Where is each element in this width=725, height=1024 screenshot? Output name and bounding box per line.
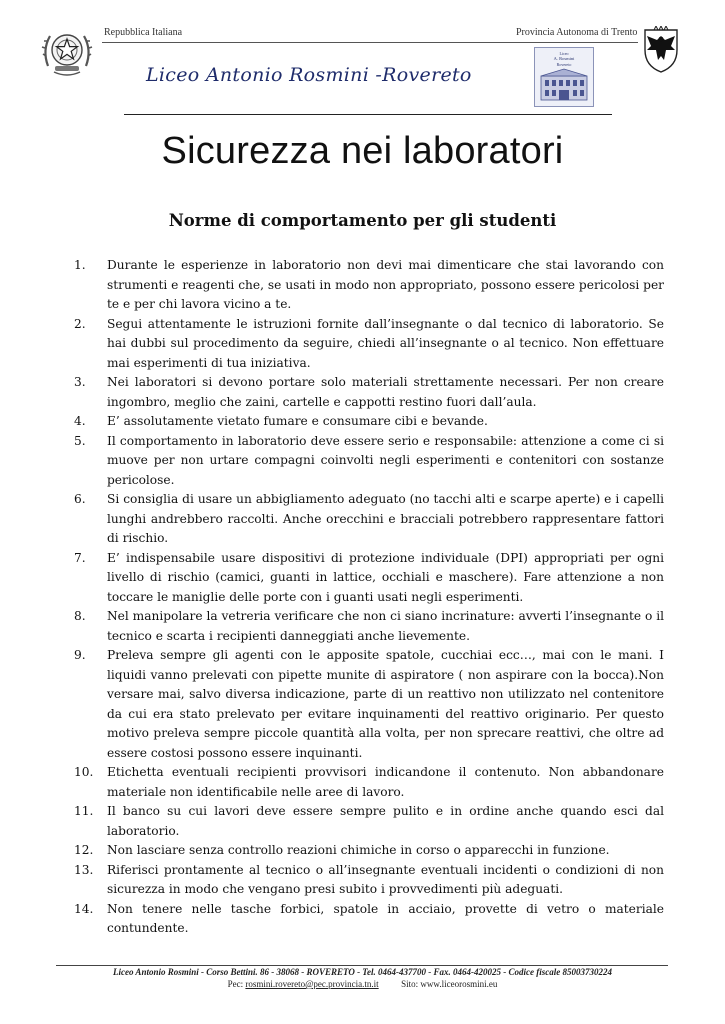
pec-label: Pec: — [227, 979, 244, 989]
rule-number: 8. — [74, 609, 86, 623]
rules-list — [74, 256, 664, 939]
rule-number: 14. — [74, 901, 94, 916]
rule-text: Riferisci prontamente al tecnico o all’insegnante eventuali incidenti o condizioni di non sicurezza in modo che vengano presi subito i provvedimenti più adeguati. — [107, 862, 664, 896]
header-right-text: Provincia Autonoma di Trento — [516, 27, 638, 38]
rule-number: 11. — [74, 804, 94, 818]
rule-number: 6. — [74, 492, 86, 506]
footer-contacts — [0, 979, 725, 989]
school-name: Liceo Antonio Rosmini -Rovereto — [146, 64, 472, 86]
rule-number: 5. — [74, 433, 86, 448]
footer-address: Liceo Antonio Rosmini - Corso Bettini. 86 - 38068 - ROVERETO - Tel. 0464-437700 - Fax. 0464-420025 - Codice fiscale 85003730224 — [113, 967, 612, 977]
list-item — [74, 373, 664, 412]
rule-number: 12. — [74, 843, 94, 857]
rule-number: 13. — [74, 862, 94, 877]
footer-rule — [56, 965, 668, 966]
italian-republic-emblem-icon — [40, 22, 94, 78]
rule-text: Non lasciare senza controllo reazioni chimiche in corso o apparecchi in funzione. — [107, 843, 610, 857]
pec-email-link[interactable]: rosmini.rovereto@pec.provincia.tn.it — [245, 979, 379, 989]
rule-text: Il comportamento in laboratorio deve essere serio e responsabile: attenzione a come ci si muove per non urtare compagni coinvolti negli esperimenti e contenitori con sostanze pericolose. — [107, 433, 664, 487]
list-item — [74, 256, 664, 315]
list-item — [74, 900, 664, 939]
list-item — [74, 607, 664, 646]
list-item — [74, 861, 664, 900]
rule-text: E’ assolutamente vietato fumare e consumare cibi e bevande. — [107, 414, 488, 428]
header-left-text: Repubblica Italiana — [104, 27, 183, 38]
list-item — [74, 432, 664, 491]
rule-text: Nei laboratori si devono portare solo materiali strettamente necessari. Per non creare ingombro, meglio che zaini, cartelle e cappotti restino fuori dall’aula. — [107, 375, 664, 409]
rule-text: Durante le esperienze in laboratorio non devi mai dimenticare che stai lavorando con strumenti e reagenti che, se usati in modo non appropriato, possono essere pericolosi per te e per chi lavora vicino a te. — [107, 258, 664, 311]
rule-text: E’ indispensabile usare dispositivi di protezione individuale (DPI) appropriati per ogni livello di rischio (camici, guanti in lattice, occhiali e maschere). Fare attenzione a non toccare le maniglie delle porte con i guanti usati negli esperimenti. — [107, 550, 664, 604]
rule-text: Si consiglia di usare un abbigliamento adeguato (no tacchi alti e scarpe aperte) e i capelli lunghi andrebbero raccolti. Anche orecchini e bracciali potrebbero rappresentare fattori di rischio. — [107, 492, 664, 545]
rule-number: 10. — [74, 765, 94, 779]
list-item — [74, 490, 664, 549]
rule-number: 9. — [74, 648, 86, 662]
rule-number: 3. — [74, 375, 86, 389]
list-item — [74, 763, 664, 802]
rule-number: 4. — [74, 414, 86, 428]
rule-number: 2. — [74, 316, 86, 331]
header-rule — [102, 42, 638, 43]
page-subtitle: Norme di comportamento per gli studenti — [168, 211, 557, 230]
logo-line-3: Rovereto — [556, 62, 572, 67]
rule-text: Etichetta eventuali recipienti provvisori indicandone il contenuto. Non abbandonare materiale non identificabile nelle aree di lavoro. — [107, 765, 664, 799]
list-item — [74, 646, 664, 763]
rule-number: 7. — [74, 550, 86, 565]
school-logo-icon — [534, 47, 594, 107]
logo-line-2: A. Rosmini — [553, 56, 575, 61]
list-item — [74, 549, 664, 608]
rule-number: 1. — [74, 258, 86, 272]
list-item — [74, 802, 664, 841]
rule-text: Nel manipolare la vetreria verificare che non ci siano incrinature: avverti l’insegnante o il tecnico e scarta i recipienti danneggiati anche lievemente. — [107, 609, 664, 643]
trento-eagle-crest-icon — [642, 26, 680, 74]
site-text[interactable]: Sito: www.liceorosmini.eu — [401, 979, 498, 989]
header-separator — [124, 114, 612, 115]
page-title: Sicurezza nei laboratori — [161, 130, 564, 172]
list-item — [74, 412, 664, 432]
rule-text: Segui attentamente le istruzioni fornite dall’insegnante o dal tecnico di laboratorio. Se hai dubbi sul procedimento da seguire, chiedi all’insegnante o al tecnico. Non effettuare mai esperimenti di tua iniziativa. — [107, 316, 664, 370]
list-item — [74, 841, 664, 861]
list-item — [74, 315, 664, 374]
rule-text: Preleva sempre gli agenti con le apposite spatole, cucchiai ecc…, mai con le mani. I liquidi vanno prelevati con pipette munite di aspiratore ( non aspirare con la bocca).Non versare mai, salvo diversa indicazione, parte di un reattivo non utilizzato nel contenitore da cui era stato prelevato per evitare inquinamenti del reattivo originario. Per questo motivo preleva sempre piccole quantità alla volta, per non sprecare reattivi, che oltre ad essere costosi possono essere inquinanti. — [107, 648, 664, 760]
rule-text: Il banco su cui lavori deve essere sempre pulito e in ordine anche quando esci dal laboratorio. — [107, 804, 664, 838]
logo-line-1: Liceo — [559, 51, 569, 56]
rule-text: Non tenere nelle tasche forbici, spatole in acciaio, provette di vetro o materiale contundente. — [107, 901, 664, 935]
